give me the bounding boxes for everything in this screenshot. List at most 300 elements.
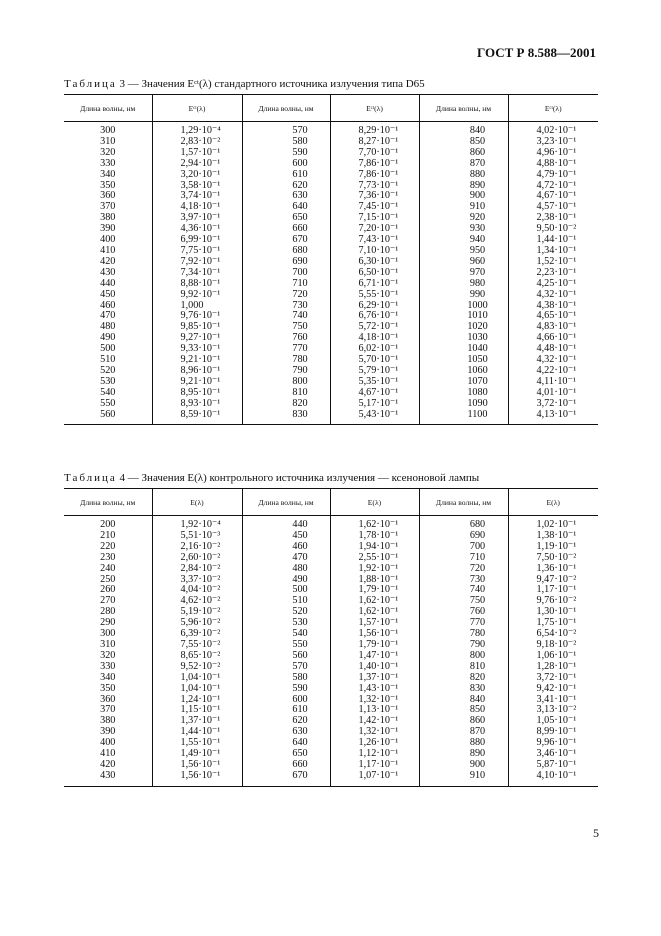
table-row [64, 224, 598, 235]
wavelength-cell: 570 [242, 662, 330, 673]
wavelength-cell: 910 [419, 771, 508, 786]
wavelength-cell: 640 [242, 738, 330, 749]
wavelength-cell: 930 [419, 224, 508, 235]
value-cell: 1,15·10⁻¹ [152, 705, 242, 716]
value-cell: 3,74·10⁻¹ [152, 191, 242, 202]
table-row [64, 516, 598, 531]
value-cell: 4,22·10⁻¹ [508, 366, 598, 377]
value-cell: 3,72·10⁻¹ [508, 399, 598, 410]
value-cell: 9,52·10⁻² [152, 662, 242, 673]
wavelength-cell: 860 [419, 716, 508, 727]
value-cell: 5,79·10⁻¹ [330, 366, 419, 377]
value-cell: 4,72·10⁻¹ [508, 181, 598, 192]
value-cell: 7,86·10⁻¹ [330, 159, 419, 170]
wavelength-cell: 710 [242, 279, 330, 290]
wavelength-cell: 830 [419, 684, 508, 695]
wavelength-cell: 220 [100, 540, 116, 552]
value-cell: 8,96·10⁻¹ [152, 366, 242, 377]
table-row [64, 322, 598, 333]
table-row [64, 673, 598, 684]
table-row [64, 738, 598, 749]
wavelength-cell: 440 [242, 516, 330, 531]
page-number: 5 [593, 826, 599, 840]
table3-caption-text: 3 — Значения Eᶜᵗ(λ) стандартного источника излучения типа D65 [116, 78, 425, 90]
wavelength-cell: 350 [100, 682, 116, 694]
value-cell: 1,32·10⁻¹ [330, 695, 419, 706]
table-row [64, 684, 598, 695]
table-row [64, 618, 598, 629]
value-cell: 1,12·10⁻¹ [330, 749, 419, 760]
wavelength-cell: 700 [419, 542, 508, 553]
table-row [64, 122, 598, 137]
value-cell: 4,18·10⁻¹ [152, 202, 242, 213]
wavelength-cell: 940 [419, 235, 508, 246]
wavelength-cell: 690 [242, 257, 330, 268]
table3-body [64, 122, 598, 425]
value-cell: 4,96·10⁻¹ [508, 148, 598, 159]
value-cell: 1,000 [152, 301, 242, 312]
wavelength-cell: 460 [100, 299, 116, 311]
wavelength-cell: 580 [242, 137, 330, 148]
wavelength-cell: 530 [242, 618, 330, 629]
value-cell: 1,30·10⁻¹ [508, 607, 598, 618]
wavelength-cell: 440 [100, 277, 116, 289]
wavelength-cell: 630 [242, 191, 330, 202]
wavelength-cell: 340 [100, 168, 116, 180]
value-cell: 6,76·10⁻¹ [330, 311, 419, 322]
wavelength-cell: 580 [242, 673, 330, 684]
wavelength-cell: 1030 [419, 333, 508, 344]
value-cell: 9,92·10⁻¹ [152, 290, 242, 301]
wavelength-cell: 300 [100, 125, 116, 136]
table4-header-row [64, 489, 598, 516]
value-cell: 4,18·10⁻¹ [330, 333, 419, 344]
wavelength-cell: 1090 [419, 399, 508, 410]
value-cell: 1,19·10⁻¹ [508, 542, 598, 553]
wavelength-cell: 650 [242, 749, 330, 760]
value-cell: 7,36·10⁻¹ [330, 191, 419, 202]
value-cell: 6,50·10⁻¹ [330, 268, 419, 279]
value-cell: 8,93·10⁻¹ [152, 399, 242, 410]
value-cell: 5,17·10⁻¹ [330, 399, 419, 410]
wavelength-cell: 1100 [419, 410, 508, 425]
wavelength-cell: 480 [242, 564, 330, 575]
wavelength-cell: 730 [419, 575, 508, 586]
value-cell: 8,88·10⁻¹ [152, 279, 242, 290]
wavelength-cell: 800 [242, 377, 330, 388]
wavelength-cell: 520 [242, 607, 330, 618]
wavelength-cell: 420 [100, 255, 116, 267]
wavelength-cell: 470 [242, 553, 330, 564]
value-cell: 5,19·10⁻² [152, 607, 242, 618]
value-cell: 1,07·10⁻¹ [330, 771, 419, 786]
value-cell: 4,13·10⁻¹ [508, 410, 598, 425]
wavelength-cell: 960 [419, 257, 508, 268]
wavelength-cell: 1040 [419, 344, 508, 355]
table4-header-wavelength-2: Длина волны, нм [242, 489, 330, 516]
wavelength-cell: 540 [100, 386, 116, 398]
value-cell: 1,92·10⁻⁴ [152, 516, 242, 531]
value-cell: 9,47·10⁻² [508, 575, 598, 586]
wavelength-cell: 650 [242, 213, 330, 224]
wavelength-cell: 310 [100, 638, 116, 650]
wavelength-cell: 500 [242, 585, 330, 596]
table-row [64, 716, 598, 727]
value-cell: 3,13·10⁻² [508, 705, 598, 716]
wavelength-cell: 330 [100, 157, 116, 169]
value-cell: 1,06·10⁻¹ [508, 651, 598, 662]
wavelength-cell: 790 [419, 640, 508, 651]
table4-header-value-2: E(λ) [330, 489, 419, 516]
value-cell: 1,40·10⁻¹ [330, 662, 419, 673]
value-cell: 5,55·10⁻¹ [330, 290, 419, 301]
table-row [64, 542, 598, 553]
wavelength-cell: 1050 [419, 355, 508, 366]
table-row [64, 202, 598, 213]
table-row [64, 301, 598, 312]
wavelength-cell: 470 [100, 310, 116, 322]
value-cell: 3,97·10⁻¹ [152, 213, 242, 224]
table4-header-wavelength-1: Длина волны, нм [64, 489, 152, 516]
document-id: ГОСТ Р 8.588—2001 [477, 45, 596, 60]
table-row [64, 191, 598, 202]
wavelength-cell: 970 [419, 268, 508, 279]
value-cell: 2,38·10⁻¹ [508, 213, 598, 224]
wavelength-cell: 200 [100, 519, 116, 530]
value-cell: 1,29·10⁻⁴ [152, 122, 242, 137]
value-cell: 1,49·10⁻¹ [152, 749, 242, 760]
value-cell: 1,37·10⁻¹ [330, 673, 419, 684]
wavelength-cell: 300 [100, 628, 116, 640]
wavelength-cell: 430 [100, 266, 116, 278]
wavelength-cell: 870 [419, 159, 508, 170]
value-cell: 1,92·10⁻¹ [330, 564, 419, 575]
value-cell: 2,23·10⁻¹ [508, 268, 598, 279]
table4-caption-word: Таблица [64, 472, 117, 484]
value-cell: 1,62·10⁻¹ [330, 516, 419, 531]
value-cell: 1,44·10⁻¹ [152, 727, 242, 738]
table-row [64, 771, 598, 786]
value-cell: 2,16·10⁻² [152, 542, 242, 553]
wavelength-cell: 320 [100, 649, 116, 661]
value-cell: 1,24·10⁻¹ [152, 695, 242, 706]
table3-caption [64, 78, 425, 90]
wavelength-cell: 360 [100, 190, 116, 202]
wavelength-cell: 870 [419, 727, 508, 738]
wavelength-cell: 610 [242, 170, 330, 181]
value-cell: 5,43·10⁻¹ [330, 410, 419, 425]
wavelength-cell: 270 [100, 595, 116, 607]
table-row [64, 333, 598, 344]
table-row [64, 355, 598, 366]
value-cell: 1,38·10⁻¹ [508, 531, 598, 542]
wavelength-cell: 490 [242, 575, 330, 586]
value-cell: 1,26·10⁻¹ [330, 738, 419, 749]
table-row [64, 399, 598, 410]
wavelength-cell: 560 [242, 651, 330, 662]
wavelength-cell: 850 [419, 705, 508, 716]
value-cell: 4,48·10⁻¹ [508, 344, 598, 355]
wavelength-cell: 810 [419, 662, 508, 673]
value-cell: 4,62·10⁻² [152, 596, 242, 607]
value-cell: 6,54·10⁻² [508, 629, 598, 640]
table-row [64, 257, 598, 268]
wavelength-cell: 900 [419, 760, 508, 771]
table-row [64, 246, 598, 257]
value-cell: 1,17·10⁻¹ [508, 585, 598, 596]
wavelength-cell: 600 [242, 159, 330, 170]
value-cell: 9,33·10⁻¹ [152, 344, 242, 355]
wavelength-cell: 770 [419, 618, 508, 629]
wavelength-cell: 1020 [419, 322, 508, 333]
value-cell: 5,87·10⁻¹ [508, 760, 598, 771]
table-row [64, 607, 598, 618]
value-cell: 7,92·10⁻¹ [152, 257, 242, 268]
value-cell: 4,57·10⁻¹ [508, 202, 598, 213]
table-row [64, 137, 598, 148]
value-cell: 7,10·10⁻¹ [330, 246, 419, 257]
wavelength-cell: 370 [100, 704, 116, 716]
table3-header-row [64, 95, 598, 122]
wavelength-cell: 780 [242, 355, 330, 366]
wavelength-cell: 830 [242, 410, 330, 425]
value-cell: 6,39·10⁻² [152, 629, 242, 640]
wavelength-cell: 890 [419, 181, 508, 192]
value-cell: 9,85·10⁻¹ [152, 322, 242, 333]
wavelength-cell: 370 [100, 201, 116, 213]
value-cell: 6,71·10⁻¹ [330, 279, 419, 290]
value-cell: 4,65·10⁻¹ [508, 311, 598, 322]
table3-header-wavelength-3: Длина волны, нм [419, 95, 508, 122]
table-row [64, 596, 598, 607]
wavelength-cell: 770 [242, 344, 330, 355]
value-cell: 9,21·10⁻¹ [152, 377, 242, 388]
value-cell: 7,73·10⁻¹ [330, 181, 419, 192]
wavelength-cell: 900 [419, 191, 508, 202]
wavelength-cell: 560 [100, 408, 116, 420]
table-row [64, 727, 598, 738]
wavelength-cell: 690 [419, 531, 508, 542]
value-cell: 1,56·10⁻¹ [152, 760, 242, 771]
value-cell: 9,76·10⁻² [508, 596, 598, 607]
value-cell: 4,32·10⁻¹ [508, 290, 598, 301]
value-cell: 6,99·10⁻¹ [152, 235, 242, 246]
wavelength-cell: 1010 [419, 311, 508, 322]
wavelength-cell: 790 [242, 366, 330, 377]
wavelength-cell: 700 [242, 268, 330, 279]
wavelength-cell: 390 [100, 223, 116, 235]
wavelength-cell: 260 [100, 584, 116, 596]
value-cell: 1,75·10⁻¹ [508, 618, 598, 629]
value-cell: 2,84·10⁻² [152, 564, 242, 575]
wavelength-cell: 250 [100, 573, 116, 585]
table3-header-wavelength-1: Длина волны, нм [64, 95, 152, 122]
wavelength-cell: 820 [419, 673, 508, 684]
table-row [64, 279, 598, 290]
value-cell: 6,30·10⁻¹ [330, 257, 419, 268]
value-cell: 6,02·10⁻¹ [330, 344, 419, 355]
table3-header-wavelength-2: Длина волны, нм [242, 95, 330, 122]
wavelength-cell: 670 [242, 235, 330, 246]
wavelength-cell: 620 [242, 716, 330, 727]
value-cell: 3,20·10⁻¹ [152, 170, 242, 181]
value-cell: 1,34·10⁻¹ [508, 246, 598, 257]
table-row [64, 366, 598, 377]
table-row [64, 695, 598, 706]
wavelength-cell: 950 [419, 246, 508, 257]
wavelength-cell: 590 [242, 148, 330, 159]
value-cell: 1,02·10⁻¹ [508, 516, 598, 531]
value-cell: 1,78·10⁻¹ [330, 531, 419, 542]
value-cell: 5,70·10⁻¹ [330, 355, 419, 366]
wavelength-cell: 380 [100, 212, 116, 224]
wavelength-cell: 990 [419, 290, 508, 301]
value-cell: 8,27·10⁻¹ [330, 137, 419, 148]
wavelength-cell: 310 [100, 135, 116, 147]
wavelength-cell: 910 [419, 202, 508, 213]
value-cell: 3,58·10⁻¹ [152, 181, 242, 192]
value-cell: 4,10·10⁻¹ [508, 771, 598, 786]
value-cell: 6,29·10⁻¹ [330, 301, 419, 312]
value-cell: 4,25·10⁻¹ [508, 279, 598, 290]
wavelength-cell: 850 [419, 137, 508, 148]
wavelength-cell: 860 [419, 148, 508, 159]
value-cell: 1,32·10⁻¹ [330, 727, 419, 738]
table-row [64, 575, 598, 586]
table-row [64, 181, 598, 192]
table-row [64, 749, 598, 760]
wavelength-cell: 980 [419, 279, 508, 290]
table-row [64, 640, 598, 651]
value-cell: 9,27·10⁻¹ [152, 333, 242, 344]
value-cell: 7,75·10⁻¹ [152, 246, 242, 257]
wavelength-cell: 360 [100, 693, 116, 705]
table-row [64, 159, 598, 170]
value-cell: 1,56·10⁻¹ [152, 771, 242, 786]
value-cell: 4,79·10⁻¹ [508, 170, 598, 181]
value-cell: 5,51·10⁻³ [152, 531, 242, 542]
value-cell: 1,04·10⁻¹ [152, 673, 242, 684]
table-row [64, 377, 598, 388]
table3-header-value-3: Eᶜᵗ(λ) [508, 95, 598, 122]
value-cell: 3,41·10⁻¹ [508, 695, 598, 706]
value-cell: 4,02·10⁻¹ [508, 122, 598, 137]
wavelength-cell: 660 [242, 760, 330, 771]
value-cell: 9,50·10⁻² [508, 224, 598, 235]
wavelength-cell: 720 [242, 290, 330, 301]
wavelength-cell: 620 [242, 181, 330, 192]
value-cell: 7,43·10⁻¹ [330, 235, 419, 246]
wavelength-cell: 460 [242, 542, 330, 553]
wavelength-cell: 600 [242, 695, 330, 706]
table-row [64, 662, 598, 673]
value-cell: 1,56·10⁻¹ [330, 629, 419, 640]
value-cell: 1,17·10⁻¹ [330, 760, 419, 771]
wavelength-cell: 680 [242, 246, 330, 257]
wavelength-cell: 610 [242, 705, 330, 716]
value-cell: 1,37·10⁻¹ [152, 716, 242, 727]
value-cell: 7,20·10⁻¹ [330, 224, 419, 235]
value-cell: 5,35·10⁻¹ [330, 377, 419, 388]
wavelength-cell: 240 [100, 562, 116, 574]
value-cell: 7,15·10⁻¹ [330, 213, 419, 224]
wavelength-cell: 530 [100, 375, 116, 387]
wavelength-cell: 520 [100, 364, 116, 376]
wavelength-cell: 1070 [419, 377, 508, 388]
wavelength-cell: 760 [242, 333, 330, 344]
table-row [64, 410, 598, 425]
wavelength-cell: 810 [242, 388, 330, 399]
wavelength-cell: 500 [100, 343, 116, 355]
value-cell: 2,94·10⁻¹ [152, 159, 242, 170]
wavelength-cell: 750 [419, 596, 508, 607]
value-cell: 3,46·10⁻¹ [508, 749, 598, 760]
value-cell: 4,66·10⁻¹ [508, 333, 598, 344]
table-row [64, 268, 598, 279]
wavelength-cell: 780 [419, 629, 508, 640]
value-cell: 1,79·10⁻¹ [330, 585, 419, 596]
wavelength-cell: 720 [419, 564, 508, 575]
wavelength-cell: 210 [100, 529, 116, 541]
value-cell: 1,42·10⁻¹ [330, 716, 419, 727]
wavelength-cell: 280 [100, 606, 116, 618]
wavelength-cell: 1060 [419, 366, 508, 377]
wavelength-cell: 570 [242, 122, 330, 137]
table-row [64, 344, 598, 355]
wavelength-cell: 450 [100, 288, 116, 300]
wavelength-cell: 840 [419, 695, 508, 706]
wavelength-cell: 740 [242, 311, 330, 322]
wavelength-cell: 890 [419, 749, 508, 760]
value-cell: 4,83·10⁻¹ [508, 322, 598, 333]
table-row [64, 553, 598, 564]
value-cell: 3,37·10⁻² [152, 575, 242, 586]
wavelength-cell: 750 [242, 322, 330, 333]
table4-caption-text: 4 — Значения E(λ) контрольного источника излучения — ксеноновой лампы [116, 472, 480, 484]
wavelength-cell: 880 [419, 170, 508, 181]
value-cell: 1,43·10⁻¹ [330, 684, 419, 695]
wavelength-cell: 800 [419, 651, 508, 662]
wavelength-cell: 820 [242, 399, 330, 410]
value-cell: 3,72·10⁻¹ [508, 673, 598, 684]
value-cell: 1,88·10⁻¹ [330, 575, 419, 586]
value-cell: 2,83·10⁻² [152, 137, 242, 148]
wavelength-cell: 670 [242, 771, 330, 786]
wavelength-cell: 1080 [419, 388, 508, 399]
table4 [64, 488, 598, 787]
value-cell: 8,95·10⁻¹ [152, 388, 242, 399]
value-cell: 4,32·10⁻¹ [508, 355, 598, 366]
value-cell: 1,28·10⁻¹ [508, 662, 598, 673]
wavelength-cell: 350 [100, 179, 116, 191]
wavelength-cell: 420 [100, 758, 116, 770]
table-row [64, 311, 598, 322]
table-row [64, 760, 598, 771]
wavelength-cell: 320 [100, 146, 116, 158]
value-cell: 9,96·10⁻¹ [508, 738, 598, 749]
value-cell: 1,62·10⁻¹ [330, 607, 419, 618]
table4-header-value-1: E(λ) [152, 489, 242, 516]
wavelength-cell: 490 [100, 332, 116, 344]
value-cell: 2,60·10⁻² [152, 553, 242, 564]
value-cell: 1,57·10⁻¹ [330, 618, 419, 629]
value-cell: 7,34·10⁻¹ [152, 268, 242, 279]
value-cell: 4,88·10⁻¹ [508, 159, 598, 170]
value-cell: 4,04·10⁻² [152, 585, 242, 596]
wavelength-cell: 660 [242, 224, 330, 235]
wavelength-cell: 730 [242, 301, 330, 312]
value-cell: 1,79·10⁻¹ [330, 640, 419, 651]
